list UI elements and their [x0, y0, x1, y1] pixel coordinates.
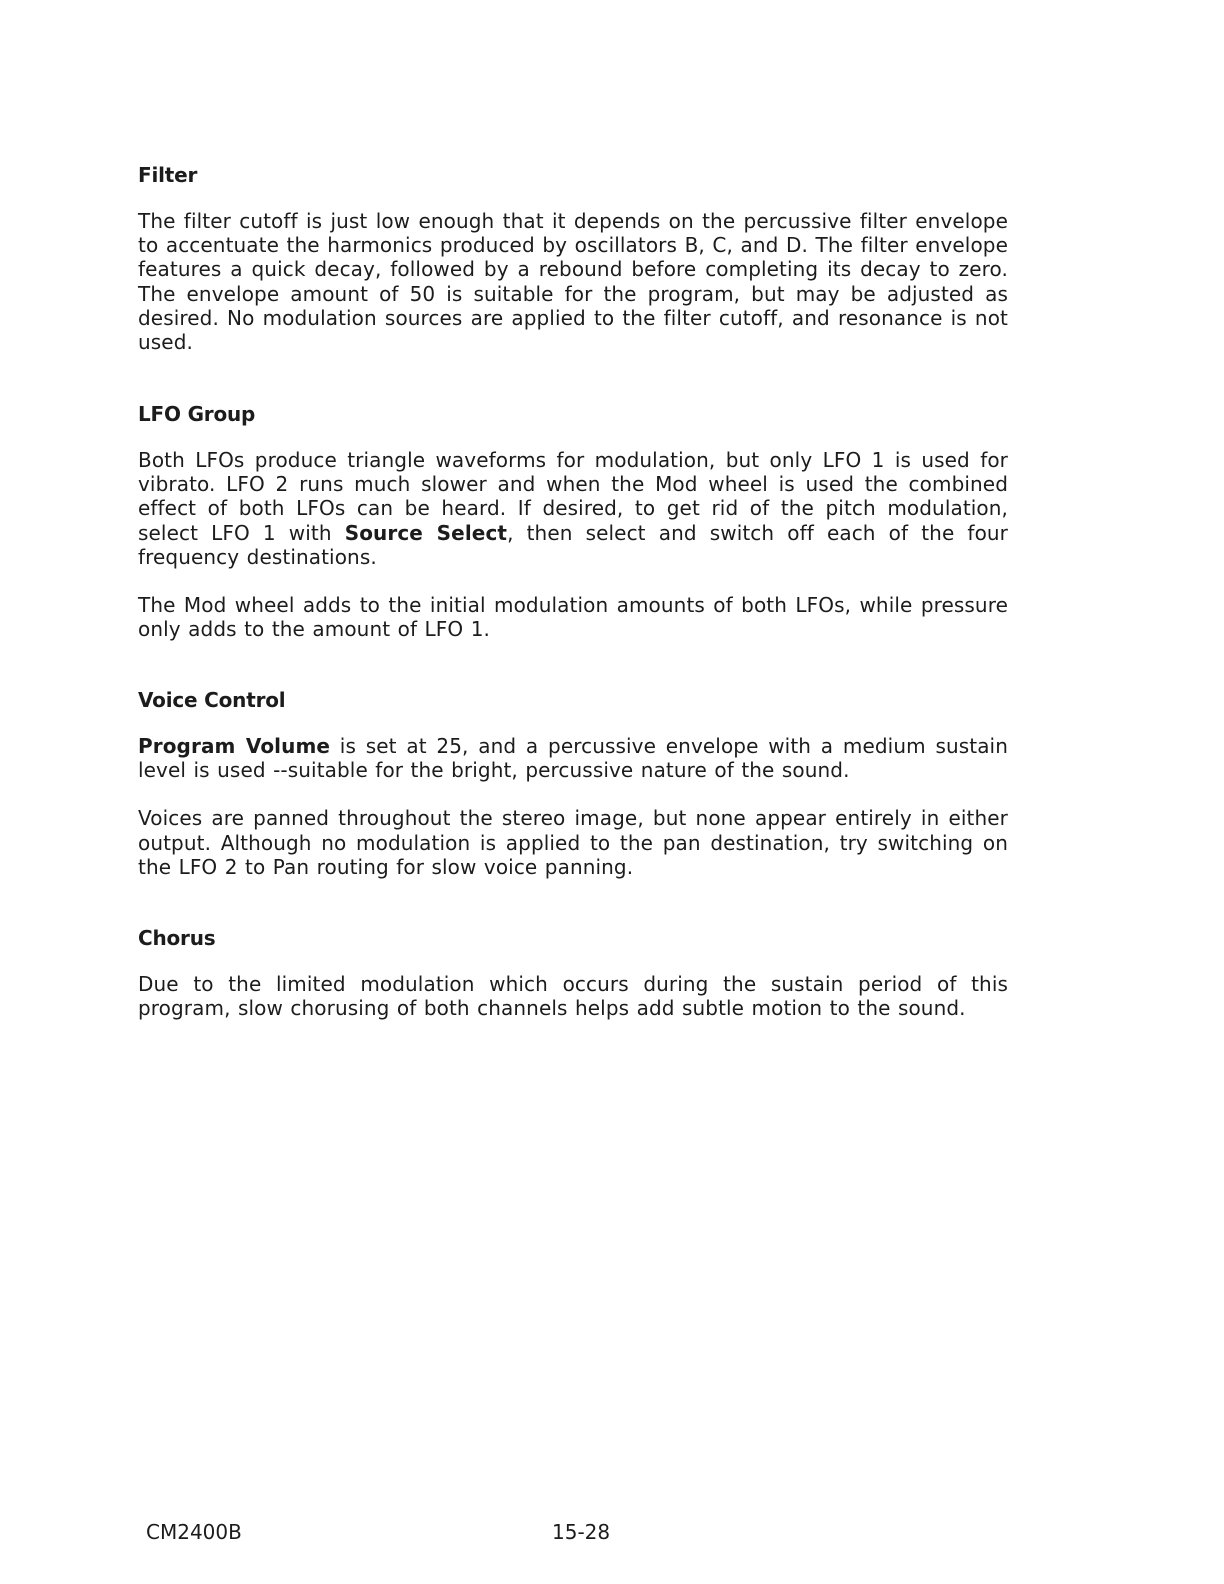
footer-doc-code: CM2400B	[146, 1520, 242, 1544]
heading-voice-control: Voice Control	[138, 688, 286, 712]
lfo-paragraph-1	[138, 448, 1008, 569]
voice-text-1a: is set at 25, and a percussive envelope with a medium sustain level is used --suitable for the bright, percussive nature of the sound.	[138, 734, 1008, 783]
heading-chorus: Chorus	[138, 926, 216, 950]
section-filter	[138, 163, 1008, 354]
heading-lfo-group: LFO Group	[138, 402, 256, 426]
program-volume-term: Program Volume	[138, 734, 331, 758]
heading-filter: Filter	[138, 163, 198, 187]
voice-paragraph-1	[138, 734, 1008, 782]
section-lfo-group	[138, 402, 1008, 641]
lfo-text-1a: Both LFOs produce triangle waveforms for modulation, but only LFO 1 is used for vibrato. LFO 2 runs much slower and when the Mod wheel is used the combined effect of both LFOs can be heard. If desired, to get rid of the pitch modulation, select LFO 1 with	[138, 448, 1008, 545]
chorus-paragraph: Due to the limited modulation which occurs during the sustain period of this program, slow chorusing of both channels helps add subtle motion to the sound.	[138, 972, 1008, 1021]
voice-paragraph-2: Voices are panned throughout the stereo image, but none appear entirely in either output. Although no modulation is applied to the pan destination, try switching on the LFO 2 to Pan routing for slow voice panning.	[138, 806, 1008, 879]
filter-paragraph: The filter cutoff is just low enough that it depends on the percussive filter envelope to accentuate the harmonics produced by oscillators B, C, and D. The filter envelope features a quick decay, followed by a rebound before completing its decay to zero. The envelope amount of 50 is suitable for the program, but may be adjusted as desired. No modulation sources are applied to the filter cutoff, and resonance is not used.	[138, 209, 1008, 355]
section-chorus	[138, 926, 1008, 1020]
lfo-text-1b: , then select and switch off each of the four frequency destinations.	[138, 520, 1009, 569]
lfo-paragraph-2: The Mod wheel adds to the initial modulation amounts of both LFOs, while pressure only adds to the amount of LFO 1.	[138, 593, 1008, 642]
section-voice-control	[138, 688, 1008, 879]
footer-page-number: 15-28	[552, 1520, 611, 1544]
source-select-term: Source Select	[344, 520, 508, 545]
